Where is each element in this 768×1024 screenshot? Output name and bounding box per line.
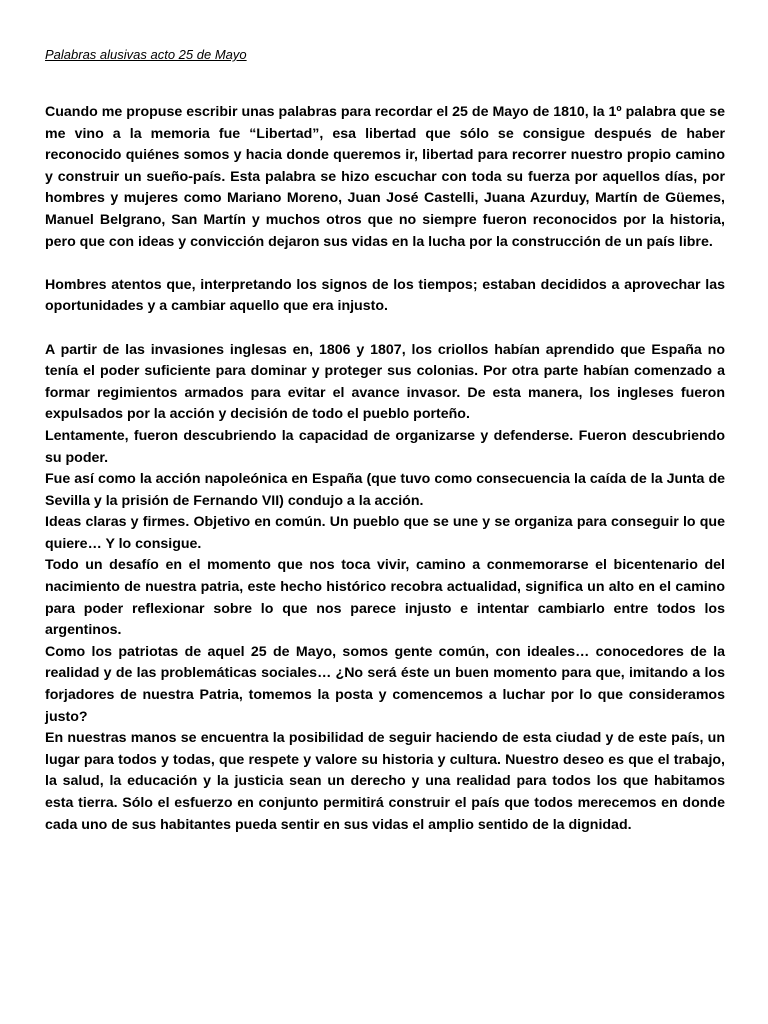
paragraph-desafio: Todo un desafío en el momento que nos toca vivir, camino a conmemorarse el bicentenario del nacimiento de nuestra patria, este hecho histórico recobra actualidad, significa un alto en el camino para poder reflexionar sobre lo que nos parece injusto e intentar cambiarlo entre todos los argentinos.	[45, 557, 725, 639]
paragraph-libertad: Cuando me propuse escribir unas palabras para recordar el 25 de Mayo de 1810, la 1º palabra que se me vino a la memoria fue “Libertad”, esa libertad que sólo se consigue después de haber reconocido quiénes somos y hacia donde queremos ir, libertad para recorrer nuestro propio camino y construir un sueño-país. Esta palabra se hizo escuchar con toda su fuerza por aquellos días, por hombres y mujeres como Mariano Moreno, Juan José Castelli, Juana Azurduy, Martín de Güemes, Manuel Belgrano, San Martín y muchos otros que no siempre fueron reconocidos por la historia, pero que con ideas y convicción dejaron sus vidas en la lucha por la construcción de un país libre.	[45, 104, 725, 250]
document-page	[45, 46, 725, 836]
paragraph-lentamente: Lentamente, fueron descubriendo la capacidad de organizarse y defenderse. Fueron descubriendo su poder.	[45, 427, 725, 466]
paragraph-hombres-atentos: Hombres atentos que, interpretando los signos de los tiempos; estaban decididos a aprovechar las oportunidades y a cambiar aquello que era injusto.	[45, 276, 725, 315]
paragraph-patriotas: Como los patriotas de aquel 25 de Mayo, somos gente común, con ideales… conocedores de la realidad y de las problemáticas sociales… ¿No será éste un buen momento para que, imitando a los forjadores de nuestra Patria, tomemos la posta y comencemos a luchar por lo que consideramos justo?	[45, 643, 725, 725]
paragraph-nuestras-manos: En nuestras manos se encuentra la posibilidad de seguir haciendo de esta ciudad y de este país, un lugar para todos y todas, que respete y valore su historia y cultura. Nuestro deseo es que el trabajo, la salud, la educación y la justicia sean un derecho y una realidad para todos los que habitamos esta tierra. Sólo el esfuerzo en conjunto permitirá construir el país que todos merecemos en donde cada uno de sus habitantes pueda sentir en sus vidas el amplio sentido de la dignidad.	[45, 730, 725, 833]
document-title: Palabras alusivas acto 25 de Mayo	[45, 47, 247, 62]
paragraph-ideas-claras: Ideas claras y firmes. Objetivo en común. Un pueblo que se une y se organiza para conseguir lo que quiere… Y lo consigue.	[45, 514, 725, 552]
paragraph-accion-napoleonica: Fue así como la acción napoleónica en España (que tuvo como consecuencia la caída de la Junta de Sevilla y la prisión de Fernando VII) condujo a la acción.	[45, 471, 725, 509]
paragraph-invasiones-inglesas: A partir de las invasiones inglesas en, 1806 y 1807, los criollos habían aprendido que España no tenía el poder suficiente para dominar y proteger sus colonias. Por otra parte habían comenzado a formar regimientos armados para evitar el avance invasor. De esta manera, los ingleses fueron expulsados por la acción y decisión de todo el pueblo porteño.	[45, 341, 725, 423]
